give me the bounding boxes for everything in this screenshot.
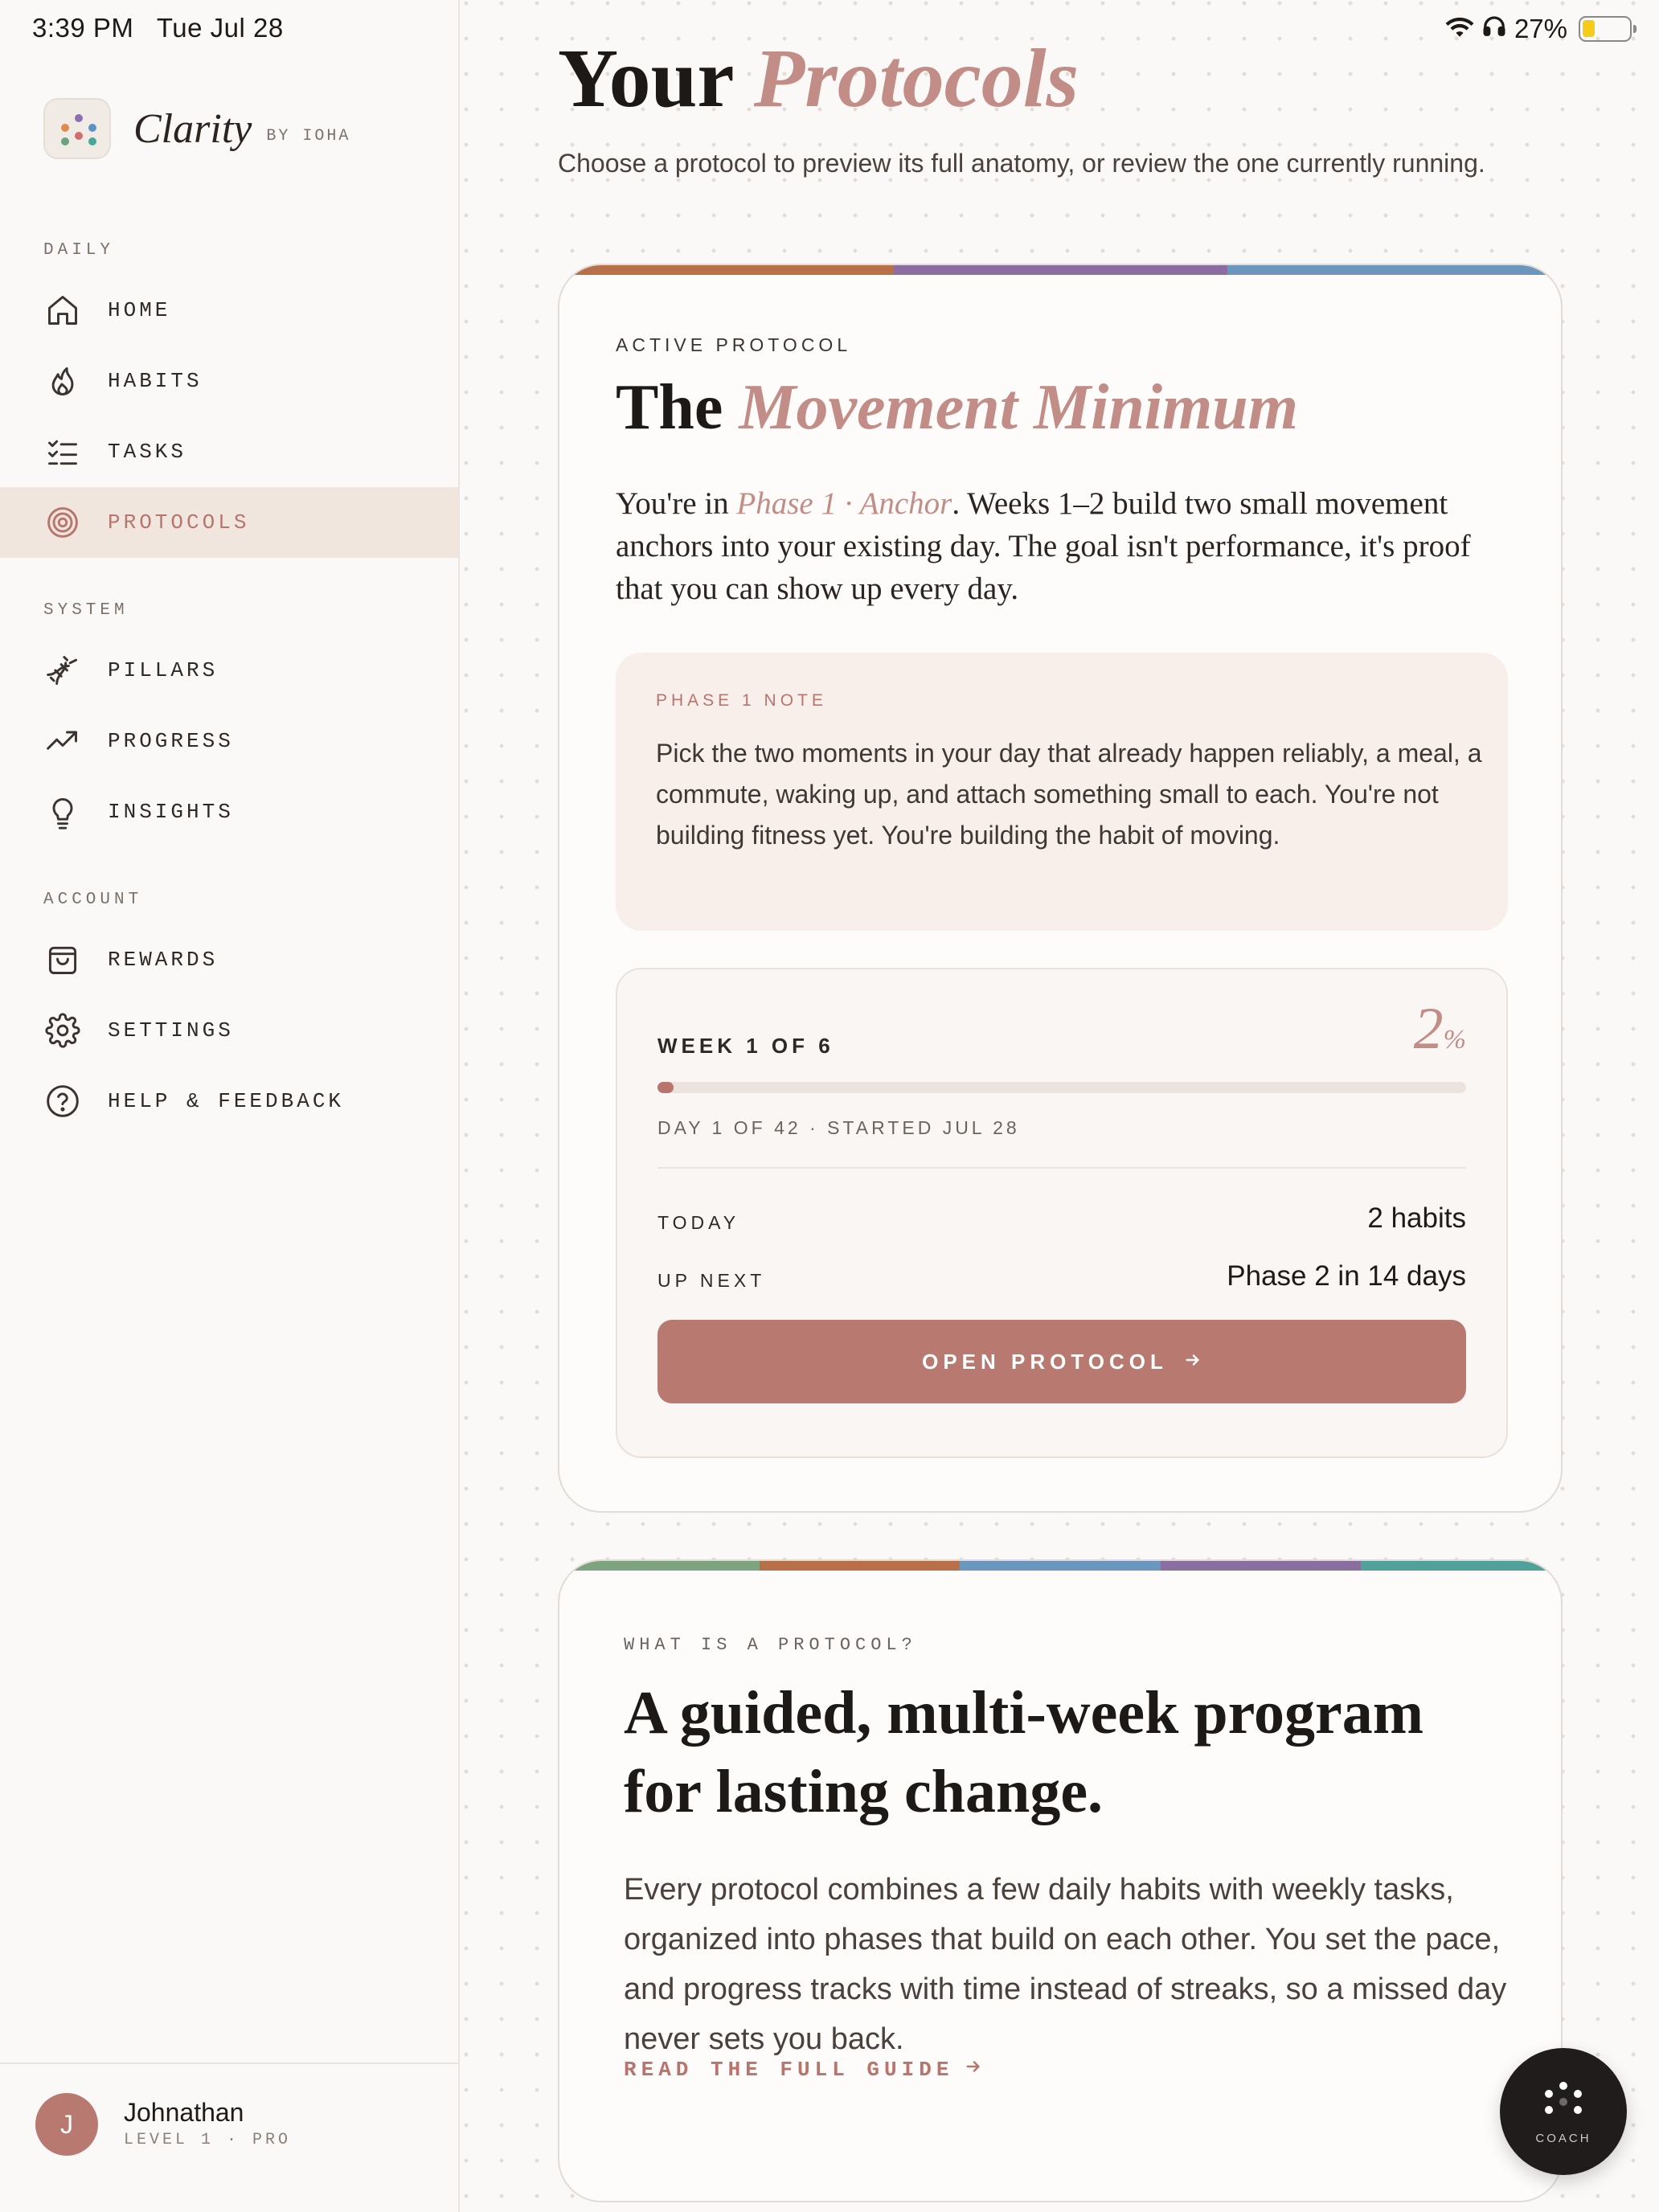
status-time-date bbox=[32, 13, 284, 43]
coach-dot bbox=[1559, 2082, 1567, 2090]
read-guide-label: READ THE FULL GUIDE bbox=[624, 2058, 954, 2082]
sidebar-item-label: HABITS bbox=[108, 369, 203, 393]
coach-dot bbox=[1545, 2090, 1553, 2098]
active-protocol-eyebrow: ACTIVE PROTOCOL bbox=[616, 334, 852, 355]
protocol-progress-panel bbox=[616, 968, 1508, 1458]
sidebar-item-label: REWARDS bbox=[108, 948, 219, 972]
protocol-info-card bbox=[558, 1559, 1563, 2202]
sidebar-item-label: PROTOCOLS bbox=[108, 510, 250, 535]
page-title-accent: Protocols bbox=[753, 32, 1079, 125]
headphones-icon bbox=[1482, 14, 1506, 44]
sidebar-item-label: INSIGHTS bbox=[108, 800, 234, 824]
up-next-value: Phase 2 in 14 days bbox=[1227, 1260, 1466, 1292]
sidebar-item-progress[interactable] bbox=[0, 706, 458, 776]
page-title bbox=[558, 31, 1079, 126]
coach-dot bbox=[1559, 2098, 1567, 2106]
sidebar-item-help-feedback[interactable] bbox=[0, 1066, 458, 1137]
sidebar-item-label: HOME bbox=[108, 298, 171, 322]
protocol-title-accent: Movement Minimum bbox=[739, 372, 1298, 443]
card-color-strip bbox=[559, 265, 1561, 275]
up-next-label: UP NEXT bbox=[657, 1270, 766, 1291]
nav-section-daily: DAILY bbox=[43, 241, 115, 260]
strip-segment bbox=[1227, 265, 1561, 275]
sidebar-item-label: PILLARS bbox=[108, 658, 219, 682]
logo-dot bbox=[61, 124, 69, 132]
open-protocol-button[interactable] bbox=[657, 1320, 1466, 1403]
strip-segment bbox=[760, 1561, 960, 1571]
info-body: Every protocol combines a few daily habits with weekly tasks, organized into phases that build on each other. You set the pace, and progress tracks with time instead of streaks, so a missed day never sets you back. bbox=[624, 1873, 1507, 2056]
sidebar-item-settings[interactable] bbox=[0, 995, 458, 1066]
coach-button[interactable] bbox=[1500, 2048, 1627, 2175]
logo-dot bbox=[75, 132, 83, 140]
arrow-right-icon bbox=[965, 2058, 982, 2082]
sidebar-item-insights[interactable] bbox=[0, 776, 458, 847]
today-value: 2 habits bbox=[1367, 1202, 1466, 1234]
sidebar-item-rewards[interactable] bbox=[0, 924, 458, 995]
sidebar-item-label: SETTINGS bbox=[108, 1018, 234, 1043]
phase-note-label: PHASE 1 NOTE bbox=[656, 691, 827, 710]
flame-icon bbox=[45, 363, 80, 399]
progress-bar-fill bbox=[657, 1082, 674, 1093]
user-name[interactable]: Johnathan bbox=[124, 2098, 244, 2127]
progress-percent-symbol: % bbox=[1443, 1025, 1466, 1055]
strip-segment bbox=[559, 265, 894, 275]
protocol-description bbox=[616, 482, 1508, 610]
sidebar-item-tasks[interactable] bbox=[0, 416, 458, 487]
strip-segment bbox=[894, 265, 1227, 275]
progress-divider bbox=[657, 1167, 1466, 1169]
phase-note-text: Pick the two moments in your day that already happen reliably, a meal, a commute, waking up, and attach something small to each. You're not building fitness yet. You're building the habit of moving. bbox=[656, 739, 1482, 850]
protocol-desc-post: . Weeks 1–2 build two small movement anchors into your existing day. The goal isn't performance, it's proof that you can show up every day. bbox=[616, 486, 1471, 606]
checklist-icon bbox=[45, 434, 80, 469]
strip-segment bbox=[559, 1561, 760, 1571]
logo-dot bbox=[75, 114, 83, 122]
battery-fill bbox=[1583, 20, 1595, 37]
sidebar-item-label: HELP & FEEDBACK bbox=[108, 1089, 345, 1113]
sidebar bbox=[0, 0, 460, 2212]
info-heading: A guided, multi-week program for lasting change. bbox=[624, 1679, 1424, 1825]
brand[interactable] bbox=[43, 98, 350, 159]
brand-logo-icon bbox=[43, 98, 111, 159]
page-title-plain: Your bbox=[558, 32, 733, 125]
battery-icon bbox=[1579, 16, 1632, 42]
open-protocol-label: OPEN PROTOCOL bbox=[922, 1349, 1168, 1374]
progress-percent-value: 2 bbox=[1413, 996, 1444, 1062]
status-date: Tue Jul 28 bbox=[156, 13, 284, 43]
brand-by: BY IOHA bbox=[266, 126, 351, 145]
gear-icon bbox=[45, 1013, 80, 1048]
coach-dot bbox=[1574, 2106, 1582, 2114]
nav-section-account: ACCOUNT bbox=[43, 891, 143, 909]
protocol-title bbox=[616, 371, 1298, 444]
today-label: TODAY bbox=[657, 1212, 740, 1233]
nav-section-system: SYSTEM bbox=[43, 601, 129, 620]
help-icon bbox=[45, 1083, 80, 1119]
active-protocol-card bbox=[558, 264, 1563, 1513]
lightbulb-icon bbox=[45, 794, 80, 830]
target-icon bbox=[45, 505, 80, 540]
logo-dot bbox=[88, 124, 96, 132]
week-label: WEEK 1 OF 6 bbox=[657, 1034, 834, 1058]
wifi-icon bbox=[1445, 14, 1474, 44]
status-time: 3:39 PM bbox=[32, 13, 134, 43]
status-indicators bbox=[1445, 11, 1632, 47]
logo-dot bbox=[61, 137, 69, 145]
day-label: DAY 1 OF 42 · STARTED JUL 28 bbox=[657, 1117, 1020, 1138]
phase-note bbox=[616, 653, 1508, 931]
strip-segment bbox=[1161, 1561, 1361, 1571]
page-subtitle: Choose a protocol to preview its full anatomy, or review the one currently running. bbox=[558, 149, 1485, 178]
protocol-title-plain: The bbox=[616, 372, 723, 443]
brand-name: Clarity bbox=[133, 105, 252, 152]
sidebar-item-protocols[interactable] bbox=[0, 487, 458, 558]
sidebar-item-habits[interactable] bbox=[0, 346, 458, 416]
arrow-right-icon bbox=[1184, 1350, 1202, 1374]
coach-dot bbox=[1574, 2090, 1582, 2098]
card-color-strip bbox=[559, 1561, 1561, 1571]
sidebar-item-label: TASKS bbox=[108, 440, 187, 464]
battery-percent: 27% bbox=[1514, 14, 1567, 43]
sidebar-item-pillars[interactable] bbox=[0, 635, 458, 706]
avatar[interactable]: J bbox=[35, 2093, 98, 2156]
coach-label: COACH bbox=[1535, 2132, 1591, 2145]
strip-segment bbox=[1361, 1561, 1561, 1571]
strip-segment bbox=[960, 1561, 1160, 1571]
dna-icon bbox=[45, 653, 80, 688]
progress-percent bbox=[1414, 995, 1466, 1063]
info-eyebrow: WHAT IS A PROTOCOL? bbox=[624, 1635, 917, 1655]
protocol-desc-pre: You're in bbox=[616, 486, 729, 521]
read-guide-link[interactable] bbox=[624, 2058, 982, 2082]
home-icon bbox=[45, 293, 80, 328]
progress-bar bbox=[657, 1082, 1466, 1093]
sidebar-item-home[interactable] bbox=[0, 275, 458, 346]
user-divider bbox=[0, 2062, 458, 2064]
protocol-phase: Phase 1 · Anchor bbox=[736, 486, 952, 521]
sidebar-item-label: PROGRESS bbox=[108, 729, 234, 753]
user-level: LEVEL 1 · PRO bbox=[124, 2131, 292, 2149]
coach-dot bbox=[1545, 2106, 1553, 2114]
bag-icon bbox=[45, 942, 80, 977]
trend-up-icon bbox=[45, 723, 80, 759]
logo-dot bbox=[88, 137, 96, 145]
